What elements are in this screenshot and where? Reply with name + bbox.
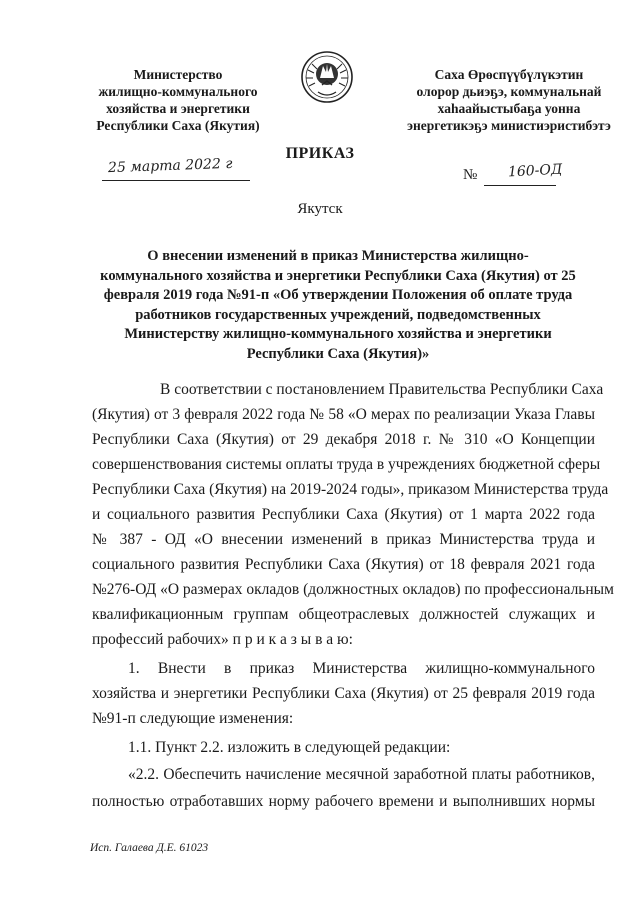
body-line: и социального развития Республики Саха (Якутия) от 1 марта 2022 года <box>92 506 595 523</box>
body-line: «2.2. Обеспечить начисление месячной заработной платы работников, <box>128 766 595 783</box>
document-title: ПРИКАЗ <box>285 145 355 162</box>
ministry-name-yakut <box>394 66 624 134</box>
body-line: квалификационным группам общеотраслевых должностей служащих и <box>92 606 595 623</box>
order-number-handwritten: 160-ОД <box>507 161 563 181</box>
body-line: Республики Саха (Якутия) на 2019-2024 годы», приказом Министерства труда <box>92 481 609 498</box>
subject-line: О внесении изменений в приказ Министерства жилищно- <box>147 248 529 264</box>
order-date-handwritten: 25 марта 2022 г <box>107 155 233 177</box>
header-right-line: олорор дьиэҕэ, коммунальнай <box>416 84 602 99</box>
date-underline <box>102 180 250 181</box>
subject-line: работников государственных учреждений, подведомственных <box>135 306 541 323</box>
body-line: №276-ОД «О размерах окладов (должностных окладов) по профессиональным <box>92 581 614 598</box>
ministry-name-russian <box>88 66 268 134</box>
header-right-line: Саха Өрөспүүбүлүкэтин <box>434 67 584 82</box>
body-line: 1.1. Пункт 2.2. изложить в следующей редакции: <box>128 739 451 756</box>
body-line: № 387 - ОД «О внесении изменений в приказ Министерства труда и <box>92 531 595 548</box>
header-left-line: Республики Саха (Якутия) <box>96 118 260 133</box>
number-underline <box>484 185 556 186</box>
order-subject <box>88 247 588 365</box>
body-line: 1. Внести в приказ Министерства жилищно-коммунального <box>128 660 595 677</box>
subject-line: Республики Саха (Якутия)» <box>246 345 430 362</box>
body-line: Республики Саха (Якутия) от 29 декабря 2018 г. № 310 «О Концепции <box>92 431 595 448</box>
subject-line: Министерству жилищно-коммунального хозяйства и энергетики <box>124 326 552 343</box>
body-line: совершенствования системы оплаты труда в учреждениях бюджетной сферы <box>92 456 601 473</box>
body-line: полностью отработавших норму рабочего времени и выполнивших нормы <box>92 793 595 810</box>
header-right-line: энергетикэҕэ министиэристибэтэ <box>407 118 611 133</box>
header-right-line: хаһаайыстыбаҕа уонна <box>437 101 581 116</box>
header-left-line: жилищно-коммунального <box>98 84 258 99</box>
subject-line: февраля 2019 года №91-п «Об утверждении Положения об оплате труда <box>103 287 573 304</box>
executor-note: Исп. Галаева Д.Е. 61023 <box>90 842 209 854</box>
order-number-label: № <box>463 167 478 183</box>
body-line: №91-п следующие изменения: <box>92 710 294 727</box>
subject-line: коммунального хозяйства и энергетики Республики Саха (Якутия) от 25 <box>100 267 576 284</box>
body-line: социального развития Республики Саха (Якутия) от 18 февраля 2021 года <box>92 556 595 573</box>
body-line: (Якутия) от 3 февраля 2022 года № 58 «О мерах по реализации Указа Главы <box>92 406 595 423</box>
coat-of-arms-emblem-icon <box>300 50 354 104</box>
body-line: В соответствии с постановлением Правительства Республики Саха <box>160 381 604 398</box>
header-left-line: Министерство <box>133 67 223 82</box>
body-line: профессий рабочих» п р и к а з ы в а ю: <box>92 631 353 648</box>
city-name: Якутск <box>297 201 343 217</box>
header-left-line: хозяйства и энергетики <box>106 101 250 116</box>
body-line: хозяйства и энергетики Республики Саха (Якутия) от 25 февраля 2019 года <box>92 685 595 702</box>
